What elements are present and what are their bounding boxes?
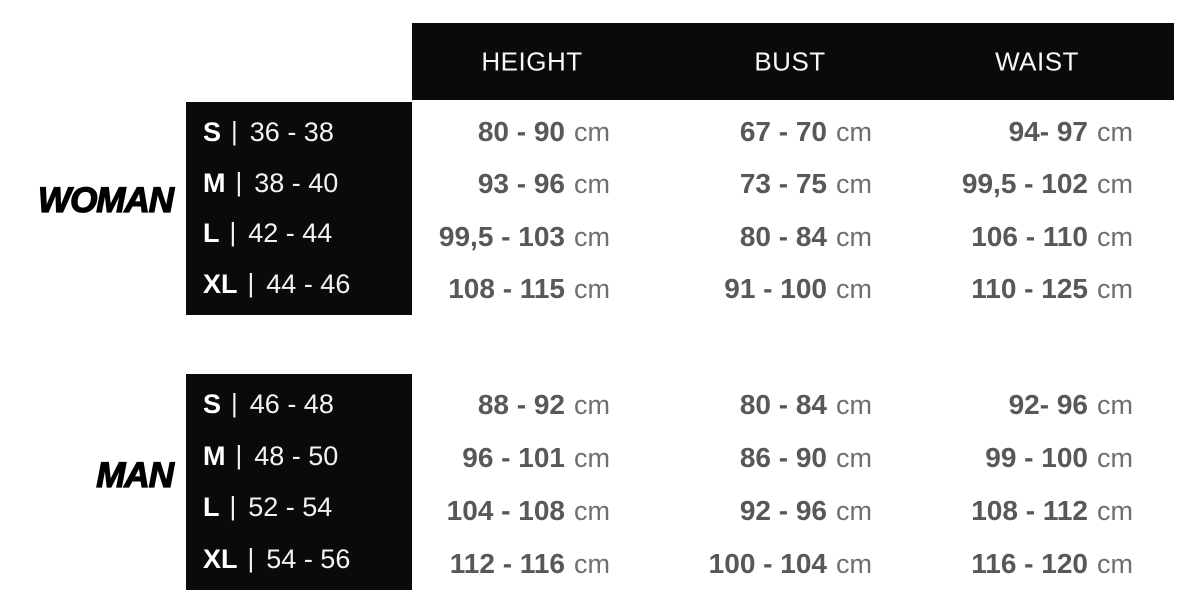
size-row-woman-l [203, 217, 412, 249]
table-row [412, 116, 1174, 148]
waist-cell [872, 495, 1133, 527]
unit-label: cm [836, 389, 872, 420]
unit-label: cm [1097, 389, 1133, 420]
unit-label: cm [574, 169, 610, 200]
height-cell [412, 273, 610, 305]
table-row [412, 273, 1174, 305]
size-letter: S [203, 116, 222, 147]
waist-value: 92- 96 [1008, 388, 1088, 420]
column-header-bust: BUST [754, 46, 826, 76]
size-range: 42 - 44 [248, 218, 333, 249]
waist-value: 94- 97 [1008, 116, 1088, 148]
unit-label: cm [836, 169, 872, 200]
size-letter: S [203, 389, 222, 420]
size-row-man-l [203, 491, 412, 523]
unit-label: cm [836, 442, 872, 473]
unit-label: cm [1097, 273, 1133, 304]
bust-cell [610, 389, 872, 421]
height-value: 93 - 96 [477, 168, 565, 200]
height-value: 112 - 116 [449, 547, 565, 579]
table-row [412, 389, 1174, 421]
unit-label: cm [836, 548, 872, 579]
section-label-woman: WOMAN [38, 181, 173, 220]
unit-label: cm [574, 548, 610, 579]
bust-value: 100 - 104 [708, 547, 827, 579]
size-row-woman-m [203, 166, 412, 198]
unit-label: cm [1097, 442, 1133, 473]
measurements-woman [412, 102, 1174, 315]
separator-bar: | [235, 439, 243, 470]
size-box-man [186, 374, 412, 590]
waist-cell [872, 168, 1133, 200]
bust-value: 67 - 70 [739, 116, 827, 148]
height-value: 88 - 92 [477, 388, 565, 420]
bust-cell [610, 495, 872, 527]
bust-value: 91 - 100 [724, 272, 827, 304]
size-range: 52 - 54 [248, 492, 333, 523]
waist-value: 110 - 125 [971, 272, 1088, 304]
separator-bar: | [247, 542, 255, 573]
unit-label: cm [574, 495, 610, 526]
table-row [412, 221, 1174, 253]
unit-label: cm [1097, 169, 1133, 200]
bust-value: 92 - 96 [739, 494, 827, 526]
column-header-waist: WAIST [995, 46, 1079, 76]
section-label-man: MAN [96, 456, 173, 495]
unit-label: cm [574, 221, 610, 252]
table-row [412, 548, 1174, 580]
unit-label: cm [1097, 221, 1133, 252]
size-letter: M [203, 167, 226, 198]
size-row-woman-xl [203, 268, 412, 300]
size-letter: XL [203, 543, 238, 574]
size-row-man-s [203, 388, 412, 420]
height-cell [412, 168, 610, 200]
unit-label: cm [1097, 495, 1133, 526]
height-value: 104 - 108 [446, 494, 565, 526]
separator-bar: | [247, 268, 255, 299]
waist-cell [872, 442, 1133, 474]
bust-cell [610, 168, 872, 200]
size-letter: XL [203, 269, 238, 300]
bust-value: 80 - 84 [739, 220, 827, 252]
unit-label: cm [1097, 117, 1133, 148]
height-value: 99,5 - 103 [438, 220, 565, 252]
separator-bar: | [229, 217, 237, 248]
bust-cell [610, 273, 872, 305]
unit-label: cm [574, 117, 610, 148]
separator-bar: | [231, 388, 238, 419]
bust-value: 80 - 84 [739, 388, 827, 420]
size-letter: L [203, 492, 220, 523]
height-value: 80 - 90 [477, 116, 565, 148]
waist-value: 99 - 100 [985, 441, 1088, 473]
waist-cell [872, 273, 1133, 305]
size-row-man-xl [203, 542, 412, 574]
waist-value: 106 - 110 [971, 220, 1088, 252]
height-cell [412, 221, 610, 253]
waist-value: 108 - 112 [971, 494, 1088, 526]
waist-value: 99,5 - 102 [961, 168, 1088, 200]
height-value: 108 - 115 [448, 272, 565, 304]
size-range: 48 - 50 [254, 440, 339, 471]
bust-cell [610, 221, 872, 253]
separator-bar: | [231, 115, 238, 146]
height-value: 96 - 101 [462, 441, 565, 473]
table-row [412, 168, 1174, 200]
measurements-man [412, 374, 1174, 590]
size-row-man-m [203, 439, 412, 471]
waist-cell [872, 221, 1133, 253]
column-header-height: HEIGHT [481, 46, 583, 76]
size-box-woman [186, 102, 412, 315]
height-cell [412, 389, 610, 421]
size-range: 36 - 38 [249, 116, 334, 147]
unit-label: cm [574, 389, 610, 420]
waist-cell [872, 116, 1133, 148]
size-letter: M [203, 440, 226, 471]
height-cell [412, 548, 610, 580]
waist-cell [872, 389, 1133, 421]
unit-label: cm [1097, 548, 1133, 579]
bust-cell [610, 548, 872, 580]
bust-value: 73 - 75 [739, 168, 827, 200]
bust-value: 86 - 90 [739, 441, 827, 473]
size-range: 54 - 56 [266, 543, 351, 574]
table-header-bar [412, 23, 1174, 100]
height-cell [412, 116, 610, 148]
bust-cell [610, 442, 872, 474]
size-range: 44 - 46 [266, 269, 351, 300]
unit-label: cm [836, 273, 872, 304]
height-cell [412, 442, 610, 474]
size-row-woman-s [203, 115, 412, 147]
size-range: 46 - 48 [249, 389, 334, 420]
waist-cell [872, 548, 1133, 580]
table-row [412, 442, 1174, 474]
separator-bar: | [229, 491, 237, 522]
size-letter: L [203, 218, 220, 249]
unit-label: cm [574, 273, 610, 304]
unit-label: cm [836, 117, 872, 148]
separator-bar: | [235, 166, 243, 197]
table-row [412, 495, 1174, 527]
unit-label: cm [836, 495, 872, 526]
size-range: 38 - 40 [254, 167, 339, 198]
height-cell [412, 495, 610, 527]
waist-value: 116 - 120 [971, 547, 1088, 579]
unit-label: cm [574, 442, 610, 473]
bust-cell [610, 116, 872, 148]
unit-label: cm [836, 221, 872, 252]
